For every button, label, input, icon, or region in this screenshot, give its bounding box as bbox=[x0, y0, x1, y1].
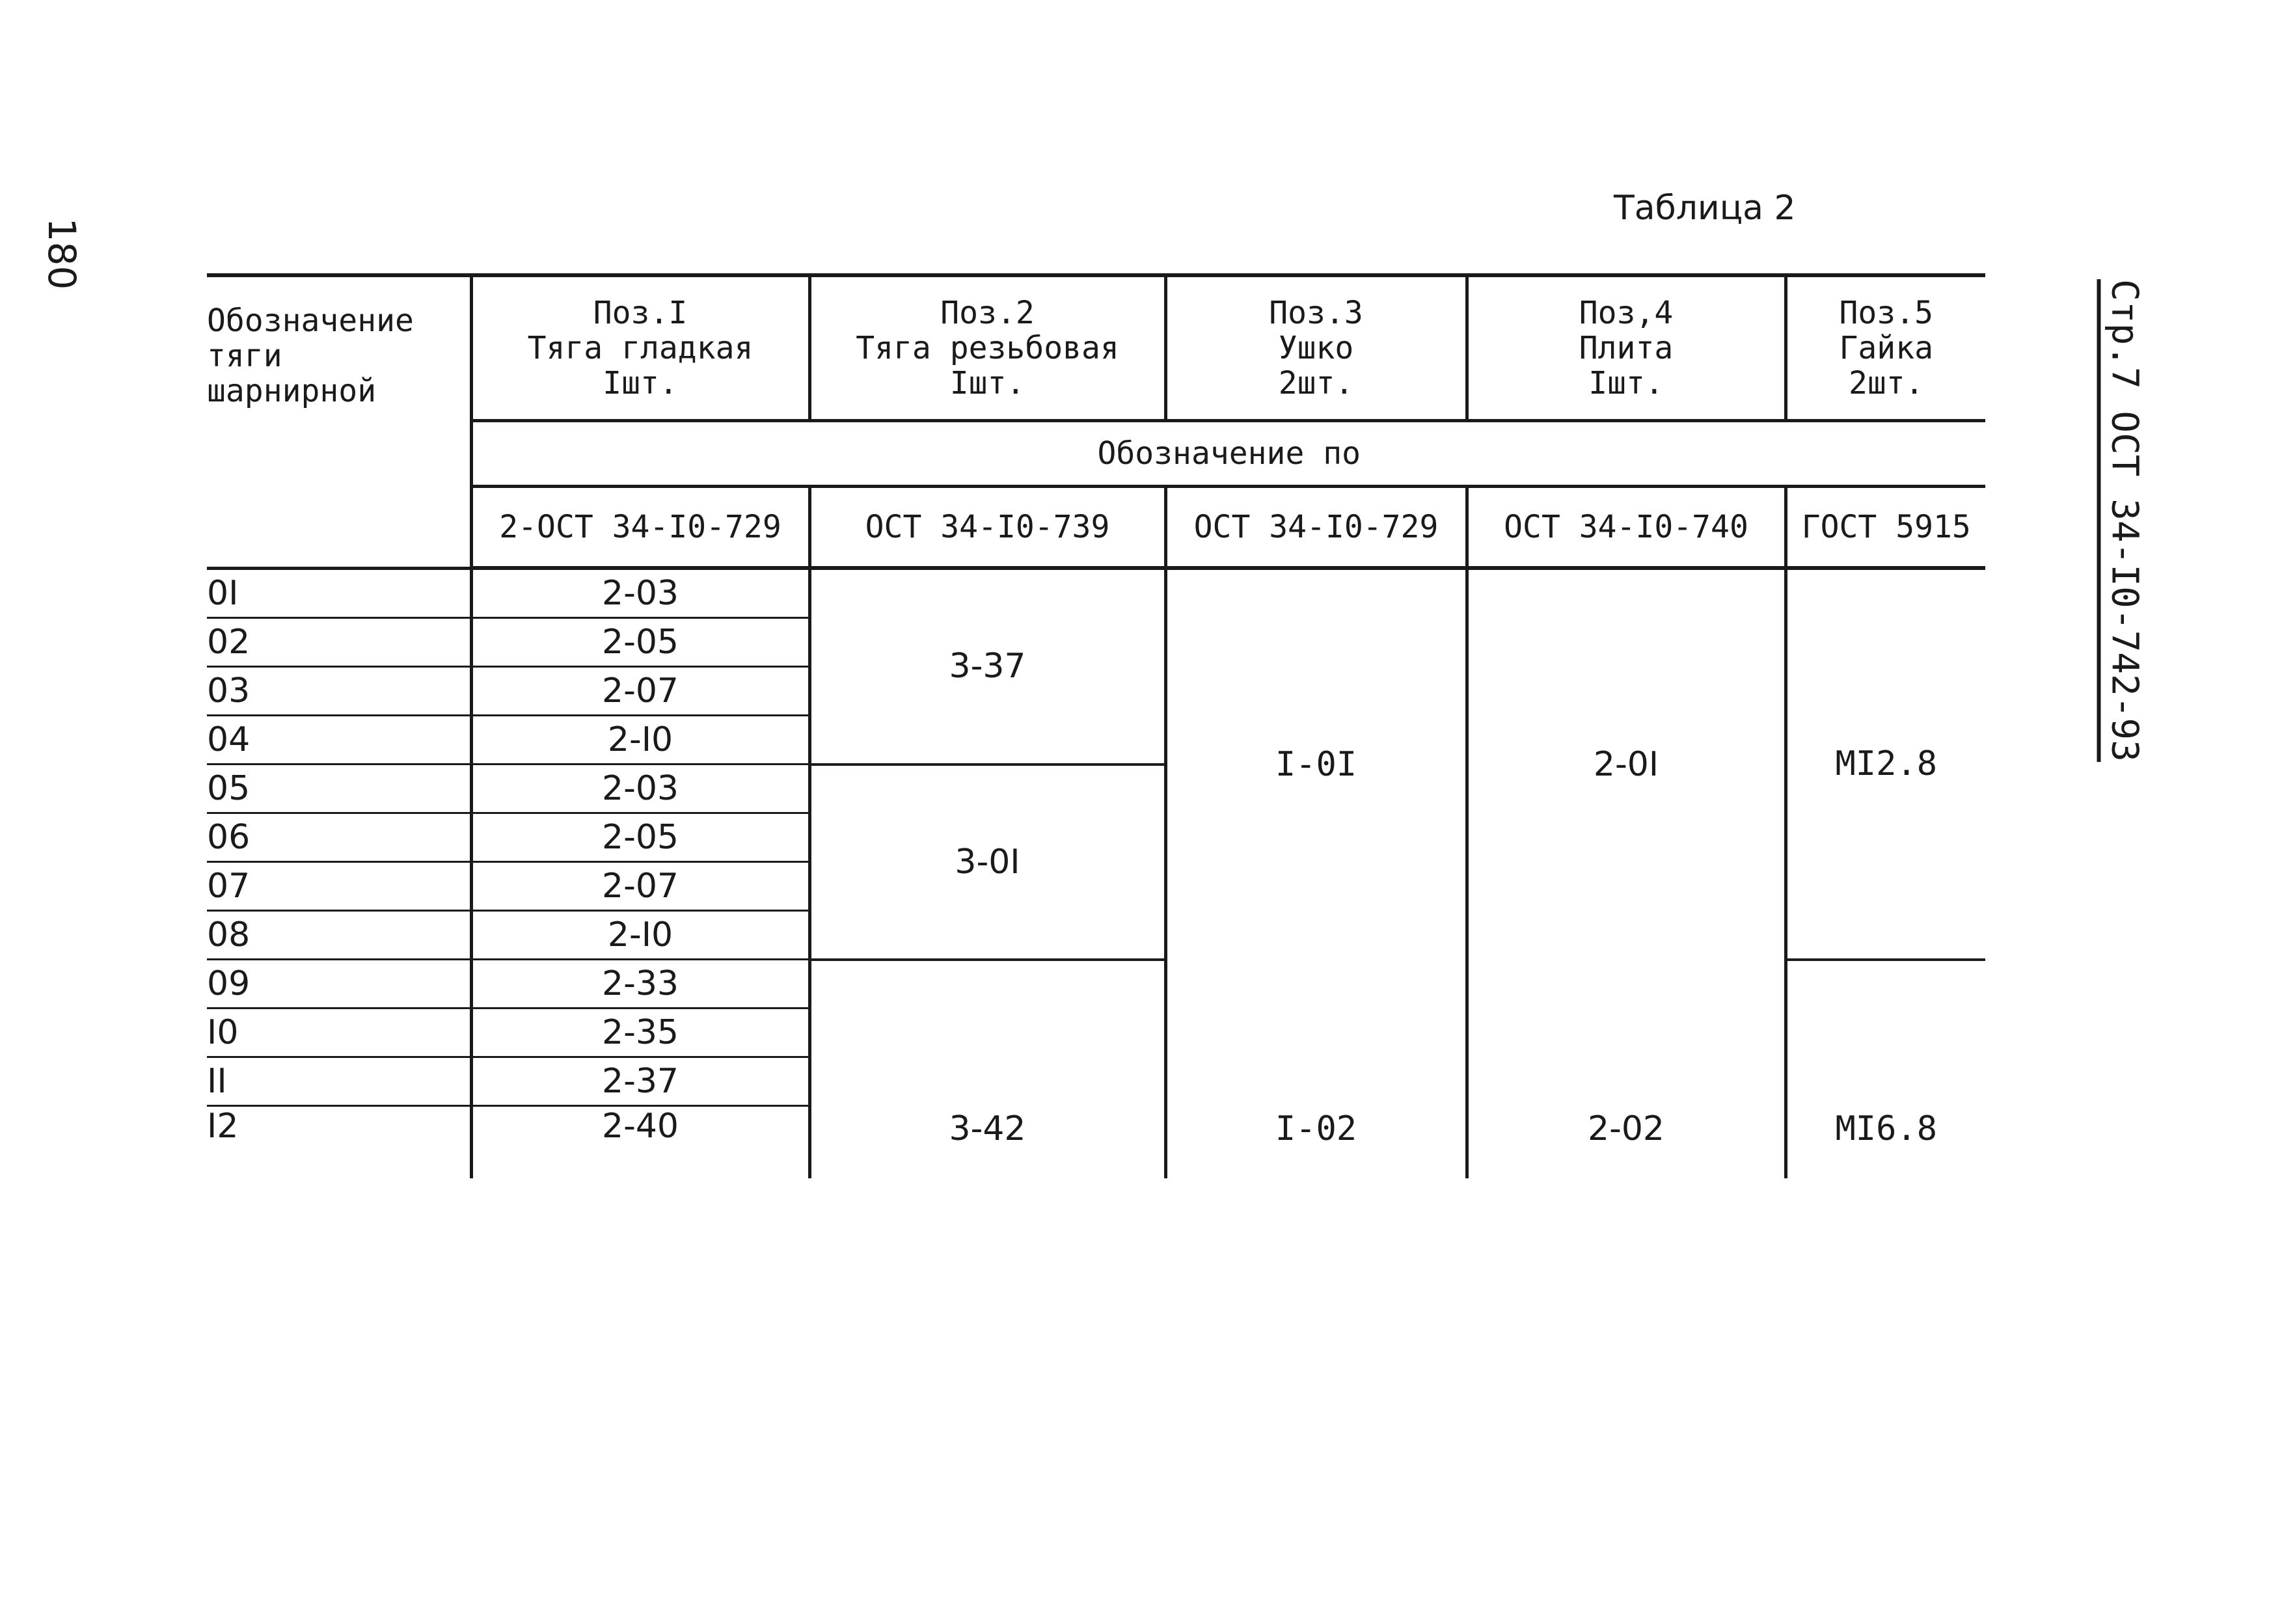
pos3-value-group-2: I-02 bbox=[1165, 960, 1467, 1179]
row-pos1-value: 2-05 bbox=[471, 813, 809, 862]
column-header-pos1 bbox=[471, 275, 809, 421]
designation-by-label: Обозначение по bbox=[471, 421, 1985, 487]
pos4-quantity: Iшт. bbox=[1588, 365, 1664, 401]
standard-pos2: ОСТ 34-I0-739 bbox=[809, 487, 1165, 569]
table-row bbox=[207, 960, 1985, 1008]
standards-row bbox=[207, 487, 1985, 569]
designation-line-1: Обозначение bbox=[207, 303, 414, 339]
row-pos1-value: 2-I0 bbox=[471, 716, 809, 765]
row-designation: I2 bbox=[207, 1107, 239, 1146]
row-pos1-value: 2-37 bbox=[471, 1057, 809, 1106]
pos1-number: Поз.I bbox=[593, 295, 688, 331]
row-designation: 05 bbox=[207, 765, 471, 813]
pos4-number: Поз,4 bbox=[1579, 295, 1674, 331]
pos2-name: Тяга резьбовая bbox=[856, 330, 1119, 366]
pos5-name: Гайка bbox=[1839, 330, 1933, 366]
header-row bbox=[207, 275, 1985, 421]
standard-pos5: ГОСТ 5915 bbox=[1786, 487, 1985, 569]
pos5-value-group-1: MI2.8 bbox=[1786, 568, 1985, 960]
standard-pos3: ОСТ 34-I0-729 bbox=[1165, 487, 1467, 569]
side-document-reference: Стр.7 ОСТ 34-I0-742-93 bbox=[2097, 279, 2146, 762]
row-designation: 04 bbox=[207, 716, 471, 765]
column-header-pos5 bbox=[1786, 275, 1985, 421]
pos5-value-group-2: MI6.8 bbox=[1786, 960, 1985, 1179]
table-row bbox=[207, 568, 1985, 618]
row-pos1-value: 2-35 bbox=[471, 1008, 809, 1057]
row-pos1-value: 2-03 bbox=[471, 765, 809, 813]
pos3-number: Поз.3 bbox=[1269, 295, 1363, 331]
row-designation: I0 bbox=[207, 1008, 471, 1057]
row-designation: 09 bbox=[207, 960, 471, 1008]
pos1-quantity: Iшт. bbox=[603, 365, 678, 401]
row-designation: 08 bbox=[207, 911, 471, 960]
pos1-name: Тяга гладкая bbox=[527, 330, 754, 366]
row-designation: 0I bbox=[207, 568, 471, 618]
row-pos1-value: 2-03 bbox=[471, 568, 809, 618]
column-header-pos3 bbox=[1165, 275, 1467, 421]
pos4-name: Плита bbox=[1579, 330, 1674, 366]
row-pos1-value: 2-05 bbox=[471, 618, 809, 667]
row-pos1-value: 2-33 bbox=[471, 960, 809, 1008]
designation-by-row bbox=[207, 421, 1985, 487]
pos2-value-group-2: 3-0I bbox=[809, 765, 1165, 960]
pos4-value-group-2: 2-02 bbox=[1467, 960, 1786, 1179]
pos3-name: Ушко bbox=[1278, 330, 1354, 366]
specification-table bbox=[207, 273, 1985, 1178]
page-number: 180 bbox=[40, 217, 84, 290]
pos2-value-group-3: 3-42 bbox=[809, 960, 1165, 1179]
row-designation: 03 bbox=[207, 667, 471, 716]
row-pos1-value: 2-07 bbox=[471, 667, 809, 716]
pos3-quantity: 2шт. bbox=[1278, 365, 1354, 401]
designation-header bbox=[207, 275, 471, 568]
row-pos1-value: 2-I0 bbox=[471, 911, 809, 960]
pos2-value-group-1: 3-37 bbox=[809, 568, 1165, 765]
row-designation: 06 bbox=[207, 813, 471, 862]
row-pos1-value: 2-07 bbox=[471, 862, 809, 911]
standard-pos1: 2-ОСТ 34-I0-729 bbox=[471, 487, 809, 569]
standard-pos4: ОСТ 34-I0-740 bbox=[1467, 487, 1786, 569]
pos2-number: Поз.2 bbox=[940, 295, 1035, 331]
pos2-quantity: Iшт. bbox=[949, 365, 1026, 401]
column-header-pos2 bbox=[809, 275, 1165, 421]
pos3-value-group-1: I-0I bbox=[1165, 568, 1467, 960]
column-header-pos4 bbox=[1467, 275, 1786, 421]
row-pos1-value: 2-40 bbox=[471, 1106, 809, 1179]
designation-line-3: шарнирной bbox=[207, 373, 377, 409]
pos4-value-group-1: 2-0I bbox=[1467, 568, 1786, 960]
row-designation: 07 bbox=[207, 862, 471, 911]
pos5-quantity: 2шт. bbox=[1848, 365, 1924, 401]
row-designation: 02 bbox=[207, 618, 471, 667]
row-designation: II bbox=[207, 1057, 471, 1106]
pos5-number: Поз.5 bbox=[1839, 295, 1933, 331]
table-caption: Таблица 2 bbox=[1614, 189, 1796, 228]
designation-line-2: тяги bbox=[207, 338, 282, 374]
